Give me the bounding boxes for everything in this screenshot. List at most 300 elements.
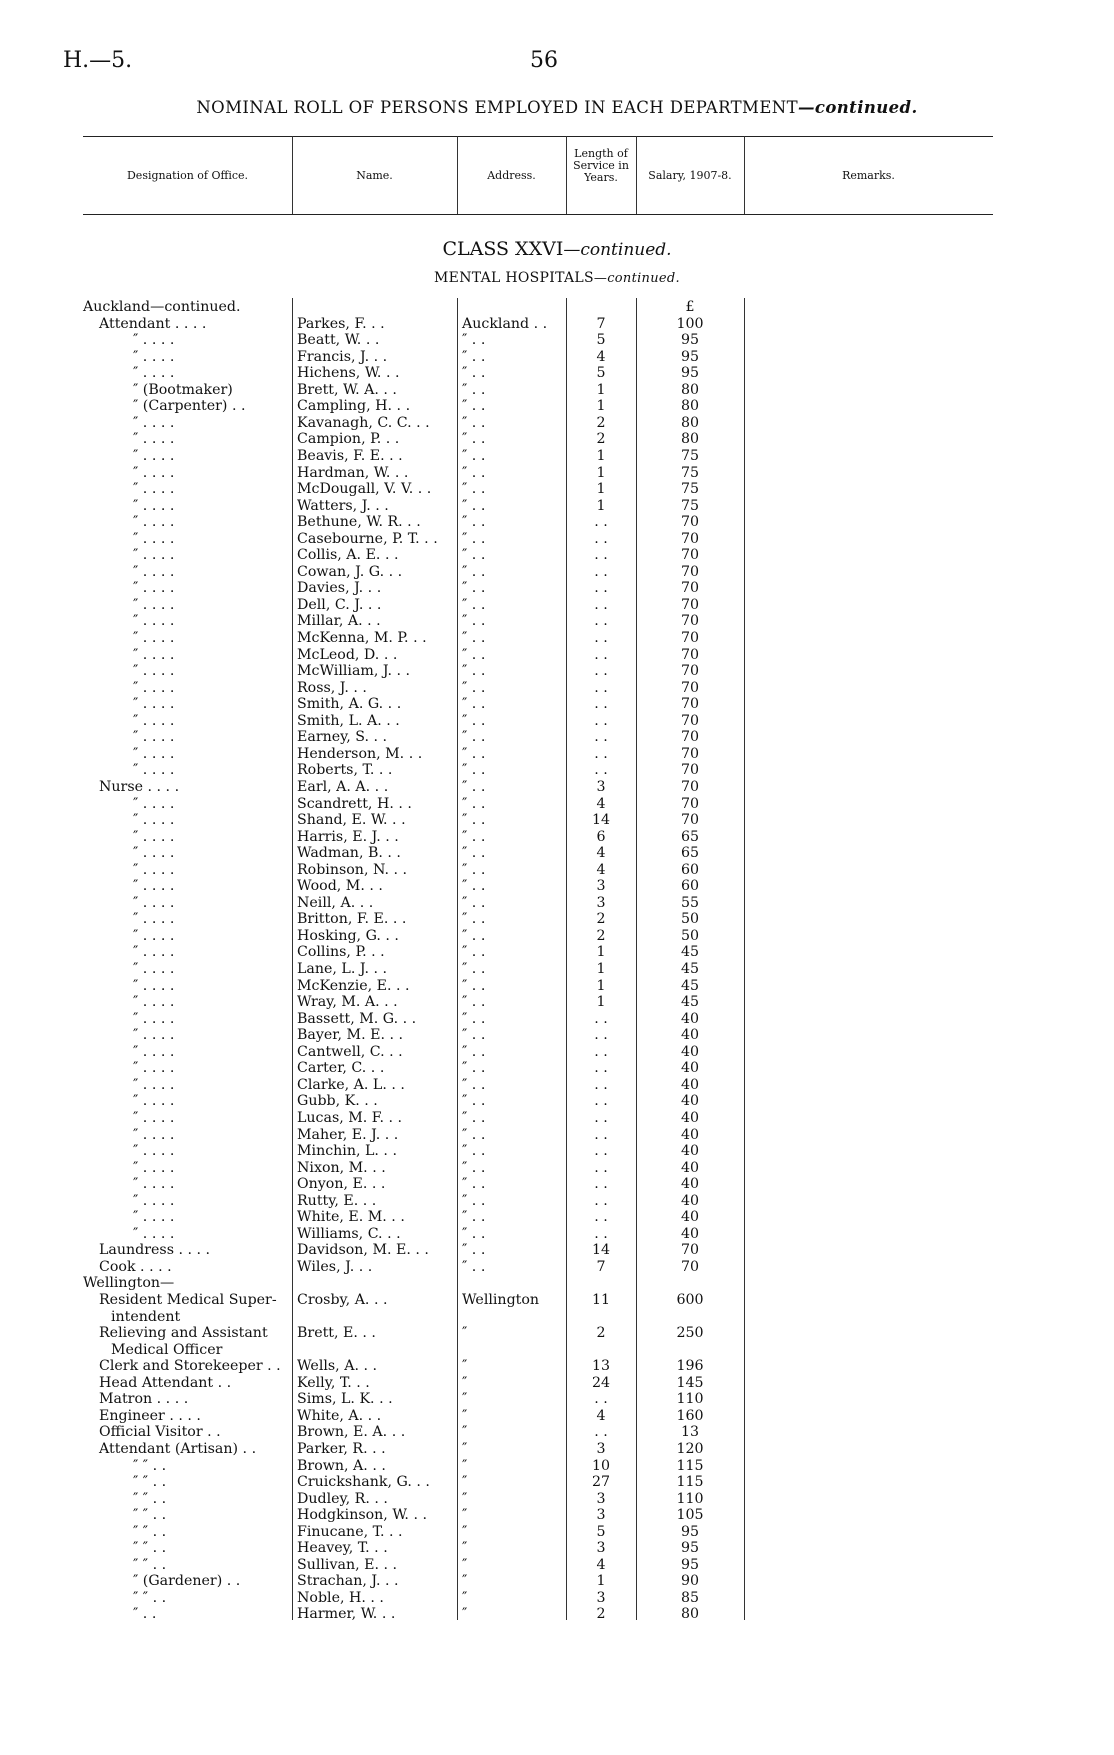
address-cell: ″ . . (462, 1159, 486, 1176)
length-cell: 3 (596, 1507, 606, 1524)
salary-cell: 95 (680, 332, 700, 349)
length-cell: 2 (596, 927, 606, 944)
length-cell: . . (594, 1043, 608, 1060)
address-cell: ″ (462, 1540, 468, 1557)
name-cell: Campling, H. . . (297, 398, 411, 415)
salary-cell: 70 (680, 663, 700, 680)
designation-cell: Official Visitor . . (99, 1424, 221, 1441)
salary-cell: 70 (680, 712, 700, 729)
name-cell: Cowan, J. G. . . (297, 563, 403, 580)
name-cell: Millar, A. . . (297, 613, 381, 630)
name-cell: McWilliam, J. . . (297, 663, 411, 680)
name-cell: Smith, L. A. . . (297, 712, 400, 729)
name-cell: Rutty, E. . . (297, 1192, 377, 1209)
salary-cell: 70 (680, 679, 700, 696)
name-cell: Brett, W. A. . . (297, 381, 397, 398)
salary-cell: 40 (680, 1176, 700, 1193)
name-cell: Wood, M. . . (297, 878, 383, 895)
salary-cell: 80 (680, 398, 700, 415)
salary-cell: 70 (680, 547, 700, 564)
name-cell: Francis, J. . . (297, 348, 388, 365)
name-cell: Hichens, W. . . (297, 365, 400, 382)
page-number: 56 (530, 48, 558, 73)
salary-cell: 95 (680, 1540, 700, 1557)
address-cell: ″ (462, 1325, 468, 1342)
length-cell: . . (594, 580, 608, 597)
salary-cell: 110 (676, 1490, 704, 1507)
name-cell: Brown, E. A. . . (297, 1424, 406, 1441)
length-cell: . . (594, 679, 608, 696)
designation-cell: ″ . . . . (133, 1060, 175, 1077)
name-cell: Wiles, J. . . (297, 1258, 373, 1275)
name-cell: Ross, J. . . (297, 679, 367, 696)
designation-cell: ″ . . . . (133, 712, 175, 729)
designation-cell: ″ . . . . (133, 1109, 175, 1126)
salary-cell: 45 (680, 977, 700, 994)
length-cell: 5 (596, 365, 606, 382)
designation-cell: ″ . . . . (133, 547, 175, 564)
salary-cell: 600 (676, 1292, 704, 1308)
designation-cell: ″ . . . . (133, 1093, 175, 1110)
name-cell: Smith, A. G. . . (297, 696, 402, 713)
designation-cell: ″ . . . . (133, 447, 175, 464)
designation-cell: ″ . . . . (133, 332, 175, 349)
address-cell: ″ . . (462, 1242, 486, 1259)
column-header-designation: Designation of Office. (126, 169, 249, 182)
salary-cell: 196 (676, 1358, 704, 1375)
length-cell: 2 (596, 911, 606, 928)
name-cell: Bassett, M. G. . . (297, 1010, 417, 1027)
salary-cell: 95 (680, 365, 700, 382)
length-cell: . . (594, 547, 608, 564)
salary-cell: 75 (680, 447, 700, 464)
address-cell: ″ (462, 1391, 468, 1408)
designation-cell: ″ . . . . (133, 927, 175, 944)
salary-cell: 40 (680, 1143, 700, 1160)
designation-cell: Resident Medical Super- (99, 1292, 277, 1308)
salary-cell: 45 (680, 944, 700, 961)
salary-cell: 70 (680, 795, 700, 812)
salary-cell: 95 (680, 1556, 700, 1573)
length-cell: 3 (596, 1540, 606, 1557)
salary-cell: 40 (680, 1192, 700, 1209)
name-cell: Wray, M. A. . . (297, 994, 398, 1011)
length-cell: . . (594, 1192, 608, 1209)
length-cell: 24 (591, 1374, 611, 1391)
salary-cell: 70 (680, 613, 700, 630)
salary-cell: 105 (676, 1507, 704, 1524)
salary-cell: 70 (680, 563, 700, 580)
length-cell: 3 (596, 1440, 606, 1457)
length-cell: 4 (596, 861, 606, 878)
salary-cell: 40 (680, 1010, 700, 1027)
address-cell: ″ . . (462, 1093, 486, 1110)
address-cell: ″ (462, 1474, 468, 1491)
salary-cell: 40 (680, 1209, 700, 1226)
length-cell: . . (594, 729, 608, 746)
length-cell: 11 (591, 1292, 611, 1308)
name-cell: Beavis, F. E. . . (297, 447, 403, 464)
salary-cell: 115 (676, 1474, 704, 1491)
name-cell: Dell, C. J. . . (297, 596, 382, 613)
name-cell: Harris, E. J. . . (297, 828, 399, 845)
address-cell: ″ . . (462, 944, 486, 961)
salary-cell: 100 (676, 315, 704, 332)
designation-cell: ″ . . . . (133, 1076, 175, 1093)
salary-cell: 40 (680, 1159, 700, 1176)
designation-cell: ″ . . . . (133, 845, 175, 862)
name-cell: Strachan, J. . . (297, 1573, 399, 1590)
designation-cell: intendent (111, 1308, 181, 1325)
address-cell: ″ . . (462, 414, 486, 431)
address-cell: ″ (462, 1573, 468, 1590)
name-cell: Heavey, T. . . (297, 1540, 388, 1557)
name-cell: Beatt, W. . . (297, 332, 380, 349)
address-cell: ″ . . (462, 547, 486, 564)
address-cell: ″ (462, 1523, 468, 1540)
name-cell: Roberts, T. . . (297, 762, 393, 779)
salary-cell: 90 (680, 1573, 700, 1590)
name-cell: Parker, R. . . (297, 1440, 386, 1457)
name-cell: Collis, A. E. . . (297, 547, 399, 564)
length-cell: . . (594, 663, 608, 680)
name-cell: Hosking, G. . . (297, 927, 399, 944)
designation-cell: ″ . . . . (133, 1027, 175, 1044)
salary-cell: 65 (680, 845, 700, 862)
length-cell: . . (594, 1225, 608, 1242)
name-cell: McKenzie, E. . . (297, 977, 410, 994)
salary-cell: 40 (680, 1043, 700, 1060)
designation-cell: Engineer . . . . (99, 1407, 201, 1424)
salary-cell: 70 (680, 530, 700, 547)
name-cell: Scandrett, H. . . (297, 795, 412, 812)
address-cell: ″ . . (462, 365, 486, 382)
address-cell: ″ . . (462, 1126, 486, 1143)
name-cell: Collins, P. . . (297, 944, 385, 961)
designation-cell: ″ . . . . (133, 679, 175, 696)
salary-cell: 75 (680, 464, 700, 481)
length-cell: . . (594, 1076, 608, 1093)
length-cell: 14 (591, 1242, 611, 1259)
designation-cell: ″ . . . . (133, 1209, 175, 1226)
address-cell: ″ . . (462, 795, 486, 812)
length-cell: 27 (591, 1474, 611, 1491)
designation-cell: ″ ″ . . (133, 1540, 167, 1557)
salary-cell: 110 (676, 1391, 704, 1408)
salary-cell: 40 (680, 1076, 700, 1093)
designation-cell: ″ (Bootmaker) (133, 381, 233, 398)
length-cell: . . (594, 530, 608, 547)
length-cell: . . (594, 514, 608, 531)
length-cell: 3 (596, 1589, 606, 1606)
designation-cell: Nurse . . . . (99, 778, 180, 795)
designation-cell: ″ . . . . (133, 464, 175, 481)
length-cell: 1 (596, 464, 606, 481)
address-cell: ″ . . (462, 828, 486, 845)
header-bottom-rule (83, 214, 993, 215)
salary-cell: 70 (680, 630, 700, 646)
name-cell: Parkes, F. . . (297, 315, 385, 332)
address-cell: ″ . . (462, 464, 486, 481)
designation-cell: Attendant . . . . (99, 315, 207, 332)
designation-cell: Clerk and Storekeeper . . (99, 1358, 281, 1375)
address-cell: ″ . . (462, 447, 486, 464)
designation-cell: ″ . . . . (133, 961, 175, 977)
address-cell: ″ . . (462, 1192, 486, 1209)
designation-cell: Laundress . . . . (99, 1242, 211, 1259)
address-cell: ″ (462, 1507, 468, 1524)
length-cell: . . (594, 630, 608, 646)
address-cell: ″ . . (462, 977, 486, 994)
designation-cell: ″ . . . . (133, 365, 175, 382)
designation-cell: ″ . . . . (133, 1143, 175, 1160)
address-cell: ″ . . (462, 663, 486, 680)
salary-cell: 75 (680, 497, 700, 514)
address-cell: ″ . . (462, 994, 486, 1011)
designation-cell: ″ . . . . (133, 414, 175, 431)
length-cell: . . (594, 1143, 608, 1160)
name-cell: Bayer, M. E. . . (297, 1027, 403, 1044)
name-cell: Campion, P. . . (297, 431, 400, 448)
designation-cell: ″ . . . . (133, 596, 175, 613)
designation-cell: Head Attendant . . (99, 1374, 232, 1391)
length-cell: 1 (596, 381, 606, 398)
address-cell: ″ . . (462, 613, 486, 630)
designation-cell: Medical Officer (111, 1341, 223, 1358)
page-title: NOMINAL ROLL OF PERSONS EMPLOYED IN EACH DEPARTMENT—continued. (196, 98, 918, 117)
length-cell: 1 (596, 944, 606, 961)
salary-cell: 75 (680, 481, 700, 498)
length-cell: . . (594, 1010, 608, 1027)
length-cell: . . (594, 696, 608, 713)
length-cell: 4 (596, 795, 606, 812)
address-cell: ″ . . (462, 630, 486, 646)
address-cell: ″ (462, 1589, 468, 1606)
column-header-remarks: Remarks. (842, 169, 895, 182)
designation-cell: ″ . . . . (133, 646, 175, 663)
salary-cell: 115 (676, 1457, 704, 1474)
length-cell: 3 (596, 1490, 606, 1507)
section-subtitle: MENTAL HOSPITALS—continued. (434, 270, 680, 286)
col-divider (744, 298, 745, 1620)
designation-cell: ″ . . . . (133, 944, 175, 961)
address-cell: ″ . . (462, 878, 486, 895)
salary-cell: 80 (680, 381, 700, 398)
address-cell: ″ . . (462, 729, 486, 746)
designation-cell: ″ . . . . (133, 994, 175, 1011)
name-cell: Carter, C. . . (297, 1060, 385, 1077)
currency-symbol: £ (685, 299, 695, 315)
address-cell: ″ . . (462, 332, 486, 349)
length-cell: 13 (591, 1358, 611, 1375)
address-cell: Wellington (462, 1292, 540, 1308)
address-cell: ″ . . (462, 911, 486, 928)
designation-cell: ″ . . . . (133, 1010, 175, 1027)
address-cell: ″ . . (462, 1109, 486, 1126)
class-title: CLASS XXVI—continued. (442, 238, 672, 260)
salary-cell: 60 (680, 861, 700, 878)
designation-cell: ″ ″ . . (133, 1556, 167, 1573)
length-cell: 1 (596, 447, 606, 464)
length-cell: . . (594, 762, 608, 779)
name-cell: Hodgkinson, W. . . (297, 1507, 427, 1524)
address-cell: ″ . . (462, 745, 486, 762)
name-cell: Onyon, E. . . (297, 1176, 386, 1193)
designation-cell: ″ . . . . (133, 630, 175, 646)
salary-cell: 95 (680, 348, 700, 365)
salary-cell: 120 (676, 1440, 704, 1457)
name-cell: White, A. . . (297, 1407, 382, 1424)
length-cell: . . (594, 1060, 608, 1077)
salary-cell: 50 (680, 927, 700, 944)
length-cell: . . (594, 1424, 608, 1441)
address-cell: ″ (462, 1440, 468, 1457)
length-cell: 4 (596, 1556, 606, 1573)
column-header-length: Length of Service in Years. (573, 147, 629, 184)
address-cell: ″ . . (462, 1225, 486, 1242)
address-cell: ″ . . (462, 381, 486, 398)
designation-cell: ″ . . . . (133, 663, 175, 680)
address-cell: ″ . . (462, 845, 486, 862)
address-cell: ″ . . (462, 431, 486, 448)
designation-cell: Attendant (Artisan) . . (99, 1440, 257, 1457)
length-cell: . . (594, 563, 608, 580)
designation-cell: Relieving and Assistant (99, 1325, 268, 1342)
name-cell: Crosby, A. . . (297, 1292, 388, 1308)
name-cell: Wadman, B. . . (297, 845, 401, 862)
address-cell: ″ (462, 1490, 468, 1507)
designation-cell: Auckland—continued. (83, 299, 241, 315)
designation-cell: ″ . . . . (133, 580, 175, 597)
salary-cell: 95 (680, 1523, 700, 1540)
length-cell: 7 (596, 315, 606, 332)
salary-cell: 70 (680, 580, 700, 597)
salary-cell: 70 (680, 1258, 700, 1275)
name-cell: Brown, A. . . (297, 1457, 386, 1474)
designation-cell: ″ . . . . (133, 1225, 175, 1242)
salary-cell: 250 (676, 1325, 704, 1342)
designation-cell: ″ . . . . (133, 481, 175, 498)
length-cell: 3 (596, 778, 606, 795)
salary-cell: 40 (680, 1225, 700, 1242)
length-cell: . . (594, 596, 608, 613)
name-cell: Minchin, L. . . (297, 1143, 397, 1160)
address-cell: ″ . . (462, 1010, 486, 1027)
address-cell: ″ . . (462, 1060, 486, 1077)
address-cell: ″ . . (462, 894, 486, 911)
length-cell: . . (594, 1109, 608, 1126)
length-cell: 10 (591, 1457, 611, 1474)
designation-cell: ″ . . . . (133, 1192, 175, 1209)
length-cell: 1 (596, 497, 606, 514)
address-cell: ″ . . (462, 497, 486, 514)
salary-cell: 50 (680, 911, 700, 928)
salary-cell: 70 (680, 646, 700, 663)
length-cell: 1 (596, 398, 606, 415)
designation-cell: ″ . . . . (133, 812, 175, 829)
salary-cell: 85 (680, 1589, 700, 1606)
designation-cell: Cook . . . . (99, 1258, 172, 1275)
address-cell: ″ . . (462, 1209, 486, 1226)
address-cell: ″ . . (462, 1176, 486, 1193)
designation-cell: ″ . . . . (133, 1043, 175, 1060)
length-cell: 1 (596, 481, 606, 498)
name-cell: Lucas, M. F. . . (297, 1109, 402, 1126)
length-cell: 2 (596, 1325, 606, 1342)
address-cell: ″ (462, 1358, 468, 1375)
designation-cell: ″ . . . . (133, 530, 175, 547)
designation-cell: ″ ″ . . (133, 1490, 167, 1507)
name-cell: Gubb, K. . . (297, 1093, 378, 1110)
designation-cell: ″ . . . . (133, 1159, 175, 1176)
name-cell: Britton, F. E. . . (297, 911, 407, 928)
header-top-rule (83, 136, 993, 137)
salary-cell: 70 (680, 762, 700, 779)
salary-cell: 80 (680, 431, 700, 448)
length-cell: 7 (596, 1258, 606, 1275)
designation-cell: ″ . . . . (133, 878, 175, 895)
salary-cell: 70 (680, 514, 700, 531)
column-header-address: Address. (487, 169, 536, 182)
designation-cell: ″ ″ . . (133, 1474, 167, 1491)
name-cell: Finucane, T. . . (297, 1523, 403, 1540)
name-cell: Brett, E. . . (297, 1325, 376, 1342)
length-cell: 1 (596, 1573, 606, 1590)
name-cell: Henderson, M. . . (297, 745, 423, 762)
name-cell: McLeod, D. . . (297, 646, 398, 663)
length-cell: 3 (596, 878, 606, 895)
address-cell: ″ . . (462, 580, 486, 597)
address-cell: ″ . . (462, 1076, 486, 1093)
address-cell: ″ . . (462, 481, 486, 498)
length-cell: 1 (596, 994, 606, 1011)
salary-cell: 60 (680, 878, 700, 895)
length-cell: . . (594, 1176, 608, 1193)
salary-cell: 65 (680, 828, 700, 845)
length-cell: . . (594, 1027, 608, 1044)
length-cell: . . (594, 745, 608, 762)
address-cell: ″ . . (462, 961, 486, 977)
designation-cell: ″ (Carpenter) . . (133, 398, 246, 415)
salary-cell: 40 (680, 1109, 700, 1126)
name-cell: Dudley, R. . . (297, 1490, 388, 1507)
name-cell: Cantwell, C. . . (297, 1043, 403, 1060)
salary-cell: 70 (680, 696, 700, 713)
address-cell: ″ . . (462, 1143, 486, 1160)
name-cell: Davidson, M. E. . . (297, 1242, 429, 1259)
salary-cell: 145 (676, 1374, 704, 1391)
salary-cell: 45 (680, 961, 700, 977)
address-cell: ″ . . (462, 530, 486, 547)
length-cell: 4 (596, 1407, 606, 1424)
col-divider (566, 136, 567, 214)
name-cell: McDougall, V. V. . . (297, 481, 432, 498)
designation-cell: ″ ″ . . (133, 1523, 167, 1540)
length-cell: . . (594, 1209, 608, 1226)
designation-cell: ″ . . . . (133, 497, 175, 514)
address-cell: ″ . . (462, 927, 486, 944)
address-cell: ″ . . (462, 812, 486, 829)
length-cell: 5 (596, 1523, 606, 1540)
col-divider (292, 298, 293, 1620)
document-reference: H.—5. (63, 48, 133, 73)
address-cell: ″ . . (462, 762, 486, 779)
length-cell: 5 (596, 332, 606, 349)
designation-cell: ″ . . . . (133, 514, 175, 531)
designation-cell: ″ . . . . (133, 563, 175, 580)
address-cell: ″ (462, 1606, 468, 1623)
length-cell: 3 (596, 894, 606, 911)
